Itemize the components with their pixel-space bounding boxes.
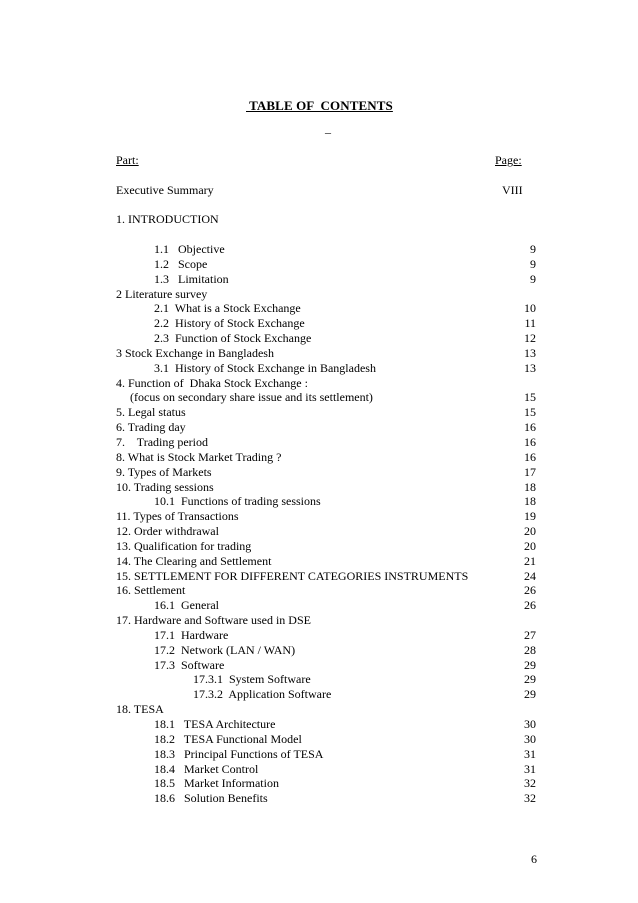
toc-entry-page: 21 bbox=[524, 553, 536, 568]
toc-entry-page: 12 bbox=[524, 331, 536, 346]
toc-entry-text: 3 Stock Exchange in Bangladesh bbox=[116, 345, 274, 360]
toc-entry bbox=[116, 598, 536, 613]
toc-entry-page: 20 bbox=[524, 538, 536, 553]
toc-entry-text: 2.1 What is a Stock Exchange bbox=[154, 301, 301, 316]
toc-entry-text: 18.1 TESA Architecture bbox=[154, 717, 276, 731]
toc-entry-text: 13. Qualification for trading bbox=[116, 538, 252, 553]
toc-entry-page: 16 bbox=[524, 420, 536, 435]
executive-summary-label: Executive Summary bbox=[116, 183, 214, 197]
toc-entry bbox=[116, 539, 536, 554]
toc-entry-text: 4. Function of Dhaka Stock Exchange : bbox=[116, 375, 308, 390]
toc-entry bbox=[116, 613, 536, 628]
toc-entry bbox=[116, 361, 536, 376]
toc-entry-page: 24 bbox=[524, 568, 536, 583]
toc-entry bbox=[116, 658, 536, 673]
toc-entry-text: 17.1 Hardware bbox=[154, 627, 229, 642]
toc-entry bbox=[116, 272, 536, 287]
toc-entry bbox=[116, 405, 536, 420]
toc-entry-text: 11. Types of Transactions bbox=[116, 509, 239, 524]
toc-entry bbox=[116, 702, 536, 717]
toc-entry-text: 10. Trading sessions bbox=[116, 479, 214, 494]
toc-entry-page: 30 bbox=[524, 731, 536, 746]
toc-entry-page: 16 bbox=[524, 449, 536, 464]
toc-entry-text: 16. Settlement bbox=[116, 583, 186, 598]
toc-entry bbox=[116, 287, 536, 302]
toc-entry bbox=[116, 346, 536, 361]
page-header: Page: bbox=[495, 153, 522, 167]
toc-entry bbox=[116, 450, 536, 465]
toc-entry bbox=[116, 672, 536, 687]
toc-entry-text: 3.1 History of Stock Exchange in Bangladesh bbox=[154, 360, 376, 375]
toc-entry-text: 18.3 Principal Functions of TESA bbox=[154, 746, 324, 761]
toc-entry-text: (focus on secondary share issue and its settlement) bbox=[130, 390, 373, 405]
toc-entry bbox=[116, 776, 536, 791]
toc-entry bbox=[116, 509, 536, 524]
toc-entry bbox=[116, 376, 536, 391]
toc-entry-text: 2.3 Function of Stock Exchange bbox=[154, 331, 312, 346]
toc-entry-page: 31 bbox=[524, 761, 536, 776]
toc-entry-page: 29 bbox=[524, 657, 536, 672]
toc-entry-page: 11 bbox=[524, 316, 536, 331]
toc-entry bbox=[116, 316, 536, 331]
introduction-heading: 1. INTRODUCTION bbox=[116, 212, 219, 226]
toc-entry-page: 9 bbox=[530, 256, 536, 271]
toc-entry-page: 32 bbox=[524, 776, 536, 791]
toc-entry-text: 2.2 History of Stock Exchange bbox=[154, 316, 305, 331]
toc-entry bbox=[116, 480, 536, 495]
toc-entry bbox=[116, 524, 536, 539]
toc-entry-page: 29 bbox=[524, 687, 536, 702]
toc-entry-page: 32 bbox=[524, 791, 536, 806]
toc-entry-page: 18 bbox=[524, 494, 536, 509]
toc-entry-text: 14. The Clearing and Settlement bbox=[116, 553, 272, 568]
toc-entry-page: 30 bbox=[524, 717, 536, 731]
toc-entry-page: 26 bbox=[524, 583, 536, 598]
toc-entry bbox=[116, 791, 536, 806]
toc-entry bbox=[116, 435, 536, 450]
toc-entry bbox=[116, 494, 536, 509]
toc-entry-page: 10 bbox=[524, 301, 536, 316]
toc-entry-page: 28 bbox=[524, 642, 536, 657]
toc-list bbox=[116, 242, 536, 806]
toc-entry bbox=[116, 554, 536, 569]
toc-entry-text: 6. Trading day bbox=[116, 420, 186, 435]
toc-entry-text: 2 Literature survey bbox=[116, 286, 208, 301]
toc-entry-page: 13 bbox=[524, 345, 536, 360]
part-header: Part: bbox=[116, 153, 139, 167]
toc-entry-page: 15 bbox=[524, 405, 536, 420]
toc-entry-text: 17.3 Software bbox=[154, 657, 225, 672]
toc-entry-page: 31 bbox=[524, 746, 536, 761]
toc-entry-text: 18.6 Solution Benefits bbox=[154, 791, 268, 806]
toc-entry-page: 29 bbox=[524, 672, 536, 687]
toc-entry-text: 10.1 Functions of trading sessions bbox=[154, 494, 321, 509]
toc-entry-page: 9 bbox=[530, 242, 536, 256]
toc-entry-text: 12. Order withdrawal bbox=[116, 524, 219, 539]
toc-title: TABLE OF CONTENTS bbox=[246, 98, 393, 113]
toc-entry-page: 16 bbox=[524, 434, 536, 449]
toc-entry-text: 18. TESA bbox=[116, 702, 164, 717]
toc-entry-text: 15. SETTLEMENT FOR DIFFERENT CATEGORIES INSTRUMENTS bbox=[116, 568, 469, 583]
toc-entry-page: 26 bbox=[524, 598, 536, 613]
toc-entry bbox=[116, 732, 536, 747]
toc-entry-text: 18.4 Market Control bbox=[154, 761, 259, 776]
toc-entry bbox=[116, 301, 536, 316]
toc-entry-text: 17.3.2 Application Software bbox=[193, 687, 332, 702]
toc-entry-page: 18 bbox=[524, 479, 536, 494]
toc-entry bbox=[116, 331, 536, 346]
toc-entry bbox=[116, 643, 536, 658]
toc-entry bbox=[116, 628, 536, 643]
toc-entry-page: 17 bbox=[524, 464, 536, 479]
toc-entry-text: 9. Types of Markets bbox=[116, 464, 212, 479]
toc-entry-page: 15 bbox=[524, 390, 536, 405]
toc-entry bbox=[116, 687, 536, 702]
toc-entry-text: 7. Trading period bbox=[116, 434, 209, 449]
toc-entry bbox=[116, 242, 536, 257]
toc-entry bbox=[116, 762, 536, 777]
toc-entry bbox=[116, 465, 536, 480]
toc-entry-page: 9 bbox=[530, 271, 536, 286]
toc-entry-page: 20 bbox=[524, 524, 536, 539]
toc-entry-text: 18.5 Market Information bbox=[154, 776, 279, 791]
toc-entry bbox=[116, 420, 536, 435]
toc-entry bbox=[116, 257, 536, 272]
toc-entry bbox=[116, 583, 536, 598]
toc-entry bbox=[116, 390, 536, 405]
toc-entry-text: 18.2 TESA Functional Model bbox=[154, 731, 302, 746]
toc-entry-text: 1.3 Limitation bbox=[154, 271, 229, 286]
toc-entry-text: 17. Hardware and Software used in DSE bbox=[116, 613, 311, 628]
toc-entry-text: 1.1 Objective bbox=[154, 242, 225, 256]
toc-entry-text: 8. What is Stock Market Trading ? bbox=[116, 449, 282, 464]
toc-entry-page: 13 bbox=[524, 360, 536, 375]
toc-entry bbox=[116, 717, 536, 732]
toc-entry-text: 1.2 Scope bbox=[154, 256, 208, 271]
toc-entry bbox=[116, 747, 536, 762]
title-dash: _ bbox=[325, 121, 331, 135]
toc-entry-page: 27 bbox=[524, 627, 536, 642]
toc-entry-text: 5. Legal status bbox=[116, 405, 186, 420]
executive-summary-page: VIII bbox=[502, 183, 523, 197]
toc-entry-text: 17.3.1 System Software bbox=[193, 672, 311, 687]
toc-entry-text: 16.1 General bbox=[154, 598, 219, 613]
toc-entry-text: 17.2 Network (LAN / WAN) bbox=[154, 642, 296, 657]
toc-entry-page: 19 bbox=[524, 509, 536, 524]
page-number: 6 bbox=[531, 852, 537, 866]
toc-entry bbox=[116, 569, 536, 584]
